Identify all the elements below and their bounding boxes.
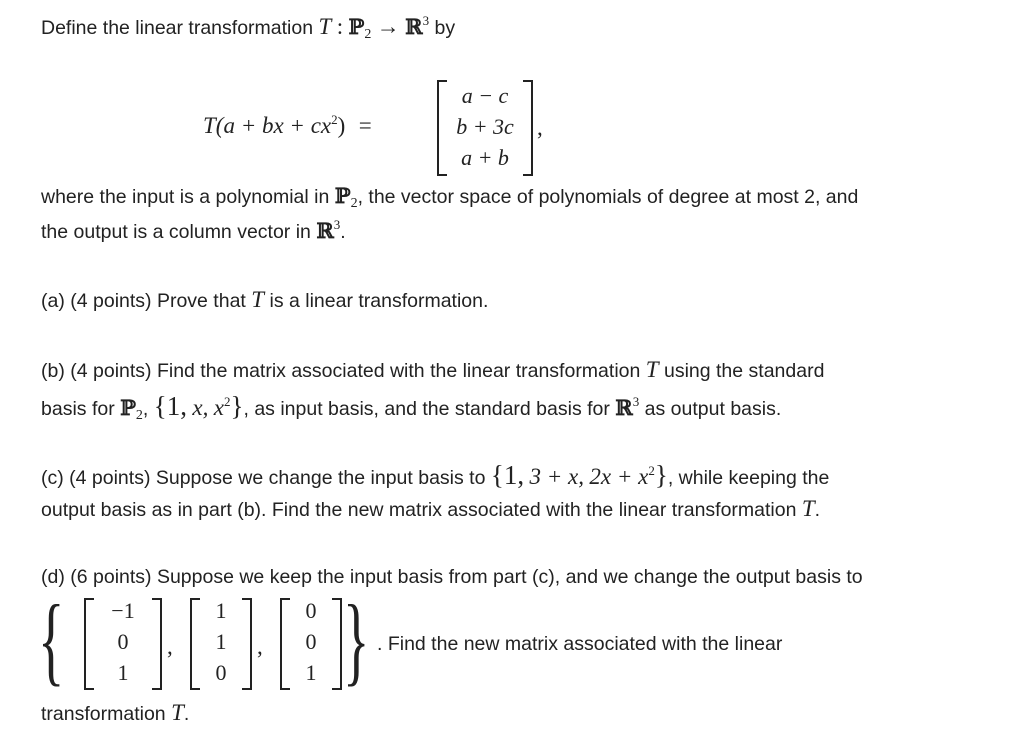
intro-prefix: Define the linear transformation	[41, 17, 314, 39]
set-close-brace: }	[343, 584, 370, 695]
definition-comma: ,	[537, 115, 543, 140]
explanation-line-2	[41, 218, 346, 244]
explanation-space-p: ℙ	[334, 183, 351, 208]
definition-lhs-text: T(a + bx + cx	[203, 113, 332, 138]
definition-entry-3: a + b	[461, 145, 509, 170]
set-open-brace: {	[38, 584, 65, 695]
part-b-basis-x2: x	[213, 395, 225, 420]
intro-suffix: by	[434, 17, 456, 39]
part-b-map: T	[645, 357, 659, 382]
part-b-text-3: basis for	[41, 398, 115, 420]
part-d-text-3: transformation	[41, 703, 166, 725]
codomain-superscript: 3	[422, 13, 430, 28]
vector-1-entry-2: 0	[117, 629, 129, 654]
part-a-text-1: (a) (4 points) Prove that	[41, 290, 246, 312]
codomain-space: ℝ	[405, 14, 423, 39]
vector-sep-1: ,	[167, 634, 173, 659]
part-b-text-5: as output basis.	[644, 398, 782, 420]
output-basis-vector-1	[84, 598, 162, 690]
part-b-basis-x: x,	[192, 395, 209, 420]
map-symbol: T	[318, 14, 332, 39]
part-d-period: .	[183, 703, 190, 725]
definition-entry-1: a − c	[461, 83, 509, 108]
vector-3-entry-1: 0	[305, 598, 317, 623]
vector-2-entry-1: 1	[215, 598, 227, 623]
output-basis-vector-2	[190, 598, 252, 690]
vector-2-entry-3: 0	[215, 660, 227, 685]
part-c-basis-last-sup: 2	[648, 463, 655, 478]
part-d-map: T	[171, 700, 184, 725]
definition-lhs	[203, 113, 372, 139]
definition-entry-2: b + 3c	[456, 114, 514, 139]
part-b-text-1: (b) (4 points) Find the matrix associated with the linear transformation	[41, 360, 641, 382]
part-c-text-1: (c) (4 points) Suppose we change the input basis to	[41, 467, 486, 489]
vector-sep-2: ,	[257, 634, 263, 659]
part-b-space: ℙ	[120, 395, 136, 420]
part-c-basis-open: {1,	[490, 460, 525, 490]
definition-lhs-sup: 2	[331, 112, 338, 127]
part-b-out-space: ℝ	[615, 395, 633, 420]
explanation-space-p-sub: 2	[350, 196, 358, 211]
part-b-sep: ,	[142, 398, 149, 420]
output-basis-vector-3	[280, 598, 342, 690]
part-b-line-2	[41, 391, 781, 422]
part-b-line-1	[41, 357, 824, 383]
explanation-space-r-sup: 3	[333, 217, 341, 232]
part-b-space-sub: 2	[135, 408, 143, 423]
explanation-text-1: where the input is a polynomial in	[41, 186, 330, 208]
part-c-map: T	[801, 496, 815, 521]
part-d-line-3	[41, 700, 189, 726]
vector-2-entry-2: 1	[215, 629, 227, 654]
intro-line	[41, 14, 455, 40]
part-c-line-2	[41, 496, 820, 522]
definition-vector	[437, 80, 533, 176]
definition-equals: =	[358, 113, 372, 138]
vector-1-entry-3: 1	[117, 660, 129, 685]
vector-3-entry-3: 1	[305, 660, 317, 685]
vector-1-entry-1: −1	[111, 598, 135, 623]
part-b-basis-open: {1,	[153, 391, 187, 421]
part-b-text-2: using the standard	[663, 360, 825, 382]
part-c-text-2: , while keeping the	[667, 467, 830, 489]
part-b-basis-close: }	[230, 391, 244, 421]
part-a-map: T	[251, 287, 265, 312]
part-d-line-2: . Find the new matrix associated with the linear	[377, 633, 783, 655]
vector-3-entry-2: 0	[305, 629, 317, 654]
part-c-line-1	[41, 460, 829, 491]
definition-lhs-close: )	[337, 113, 346, 138]
explanation-text-3: the output is a column vector in	[41, 221, 311, 243]
explanation-space-r: ℝ	[316, 218, 334, 243]
part-c-period: .	[814, 499, 821, 521]
part-b-out-space-sup: 3	[632, 394, 640, 409]
explanation-period: .	[340, 221, 346, 243]
part-a	[41, 287, 488, 313]
part-c-basis-last: 2x + x	[589, 464, 649, 489]
part-d-line-1: (d) (6 points) Suppose we keep the input basis from part (c), and we change the output basis to	[41, 566, 863, 588]
explanation-line-1	[41, 183, 858, 209]
arrow: →	[376, 14, 400, 39]
part-b-text-4: , as input basis, and the standard basis for	[243, 398, 610, 420]
part-c-basis-mid: 3 + x,	[529, 464, 584, 489]
colon: :	[336, 14, 344, 39]
part-c-basis-close: }	[654, 460, 668, 490]
part-b-basis-x2-sup: 2	[224, 394, 231, 409]
domain-space: ℙ	[348, 14, 365, 39]
part-c-text-3: output basis as in part (b). Find the new matrix associated with the linear transformation	[41, 499, 797, 521]
domain-subscript: 2	[364, 27, 372, 42]
explanation-text-2: , the vector space of polynomials of degree at most 2, and	[357, 186, 859, 208]
part-a-text-2: is a linear transformation.	[269, 290, 489, 312]
